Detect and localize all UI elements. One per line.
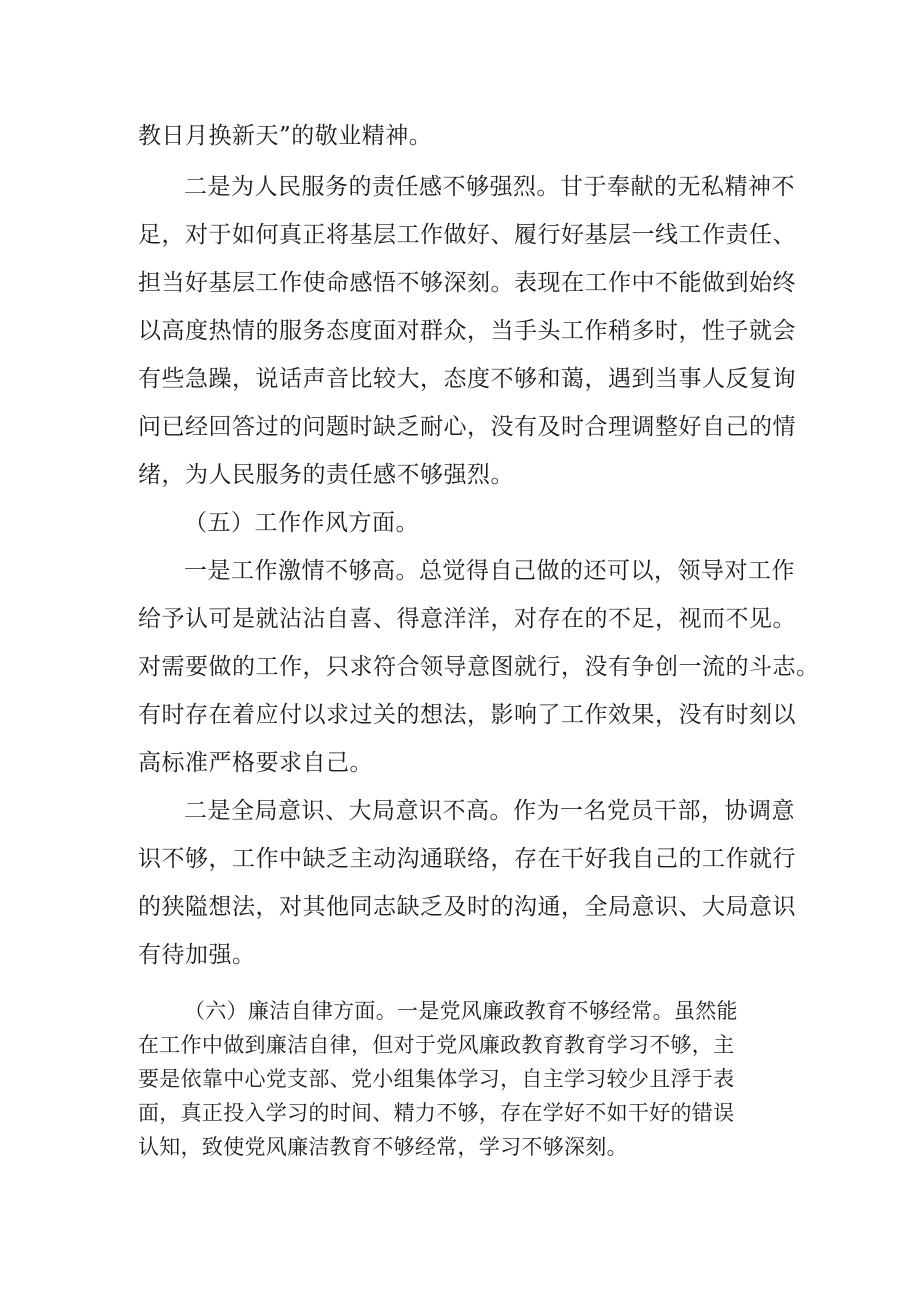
paragraph-line: 绪，为人民服务的责任感不够强烈。 bbox=[138, 462, 514, 488]
paragraph-line: 一是工作激情不够高。总觉得自己做的还可以，领导对工作 bbox=[184, 558, 795, 584]
paragraph-line: 担当好基层工作使命感悟不够深刻。表现在工作中不能做到始终 bbox=[138, 270, 796, 296]
section-heading-paragraph: （六）廉洁自律方面。一是党风廉政教育不够经常。虽然能 bbox=[184, 999, 738, 1023]
paragraph-line: 认知，致使党风廉洁教育不够经常，学习不够深刻。 bbox=[138, 1135, 628, 1159]
paragraph-line: 要是依靠中心党支部、党小组集体学习，自主学习较少且浮于表 bbox=[138, 1067, 735, 1091]
paragraph-line: 给予认可是就沾沾自喜、得意洋洋，对存在的不足，视而不见。 bbox=[138, 606, 796, 632]
paragraph-line: 足，对于如何真正将基层工作做好、履行好基层一线工作责任、 bbox=[138, 222, 796, 248]
paragraph-line: 面，真正投入学习的时间、精力不够，存在学好不如干好的错误 bbox=[138, 1101, 735, 1125]
paragraph-line: 有待加强。 bbox=[138, 942, 256, 968]
paragraph-line: 在工作中做到廉洁自律，但对于党风廉政教育教育学习不够，主 bbox=[138, 1033, 735, 1057]
paragraph-line: 高标准严格要求自己。 bbox=[138, 750, 373, 776]
paragraph-line: 有时存在着应付以求过关的想法，影响了工作效果，没有时刻以 bbox=[138, 702, 796, 728]
section-heading: （五）工作作风方面。 bbox=[184, 510, 419, 536]
paragraph-line: 以高度热情的服务态度面对群众，当手头工作稍多时，性子就会 bbox=[138, 318, 796, 344]
paragraph-line: 有些急躁，说话声音比较大，态度不够和蔼，遇到当事人反复询 bbox=[138, 366, 796, 392]
paragraph-line: 二是为人民服务的责任感不够强烈。甘于奉献的无私精神不 bbox=[184, 174, 795, 200]
paragraph-line: 识不够，工作中缺乏主动沟通联络，存在干好我自己的工作就行 bbox=[138, 846, 796, 872]
paragraph-line: 的狭隘想法，对其他同志缺乏及时的沟通，全局意识、大局意识 bbox=[138, 894, 796, 920]
paragraph-line: 问已经回答过的问题时缺乏耐心，没有及时合理调整好自己的情 bbox=[138, 414, 796, 440]
paragraph-line: 教日月换新天”的敬业精神。 bbox=[138, 123, 433, 149]
paragraph-line: 对需要做的工作，只求符合领导意图就行，没有争创一流的斗志。 bbox=[138, 654, 820, 680]
paragraph-line: 二是全局意识、大局意识不高。作为一名党员干部，协调意 bbox=[184, 798, 795, 824]
